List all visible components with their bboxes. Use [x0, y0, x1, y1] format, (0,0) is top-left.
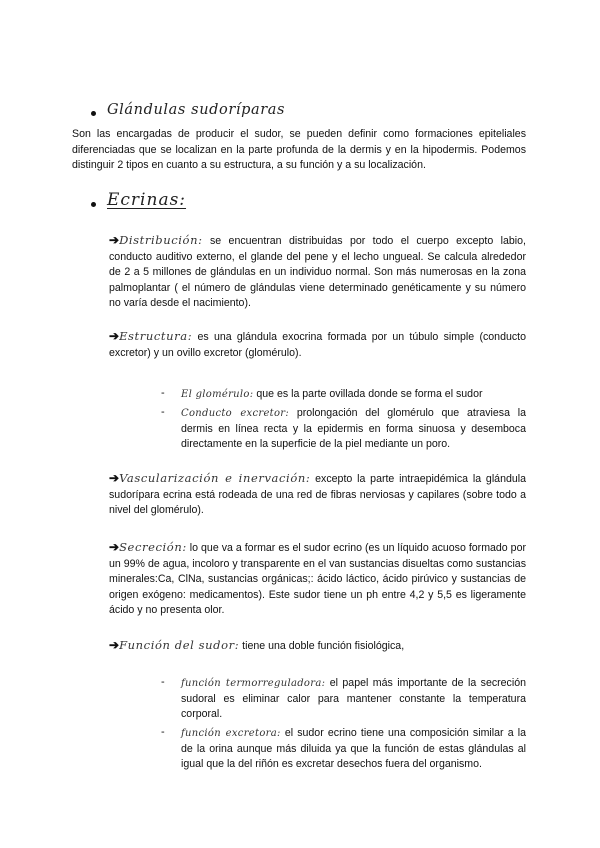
list-item-termorreguladora	[181, 676, 526, 723]
bullet-dot	[91, 111, 96, 116]
section-heading-ecrinas: Ecrinas:	[107, 190, 187, 210]
distribucion-paragraph	[109, 233, 526, 312]
termorreguladora-label: función termorreguladora:	[181, 678, 326, 689]
secrecion-paragraph	[109, 540, 526, 619]
section-heading-glandulas: Glándulas sudoríparas	[107, 102, 286, 118]
arrow-icon: ➔	[109, 233, 120, 247]
termorreguladora-text: el papel más importante de la secreción sudoral es eliminar calor para mantener constante la temperatura corporal.	[181, 677, 526, 721]
vascularizacion-text: excepto la parte intraepidémica la glándula sudorípara ecrina está rodeada de una red de fibras nerviosas y capilares (sobre todo a nivel del glomérulo).	[109, 473, 526, 517]
bullet-dot	[91, 202, 96, 207]
secrecion-text: lo que va a formar es el sudor ecrino (es un líquido acuoso formado por un 99% de agua, incoloro y transparente en el van sustancias disueltas como sustancias minerales:Ca, ClNa, sustancias orgánicas;: ácido láctico, ácido pirúvico y sustancias de origen exógeno: medicamentos). Este sudor tiene un ph entre 4,2 y 5,5 es ligeramente ácido y no presenta olor.	[109, 542, 526, 617]
estructura-text: es una glándula exocrina formada por un túbulo simple (conducto excretor) y un ovillo excretor (glomérulo).	[109, 331, 526, 359]
distribucion-text: se encuentran distribuidas por todo el cuerpo excepto labio, conducto auditivo externo, el glande del pene y el lecho ungueal. Se calcula alrededor de 2 a 5 millones de glándulas en un individuo normal. Son más numerosas en la zona palmoplantar ( el número de glándulas viene determinado genéticamente y su número no varía desde el nacimiento).	[109, 235, 526, 310]
arrow-icon: ➔	[109, 471, 120, 485]
funcion-paragraph	[109, 638, 526, 655]
vascularizacion-label: Vascularización e inervación:	[119, 471, 311, 485]
list-dash: -	[161, 726, 165, 738]
arrow-icon: ➔	[109, 540, 120, 554]
list-dash: -	[161, 676, 165, 688]
excretora-label: función excretora:	[181, 728, 281, 739]
secrecion-label: Secreción:	[119, 540, 187, 554]
glomerulo-label: El glomérulo:	[181, 389, 254, 400]
arrow-icon: ➔	[109, 329, 120, 343]
excretora-text: el sudor ecrino tiene una composición similar a la de la orina aunque más diluida ya que la función de estas glándulas al igual que la del riñón es excretar desechos fuera del organismo.	[181, 727, 526, 771]
list-item-conducto	[181, 406, 526, 453]
conducto-text: prolongación del glomérulo que atraviesa la dermis en línea recta y la epidermis en forma sinuosa y desemboca directamente en la superficie de la piel mediante un poro.	[181, 407, 526, 451]
list-dash: -	[161, 406, 165, 418]
list-item-excretora	[181, 726, 526, 773]
intro-paragraph: Son las encargadas de producir el sudor, se pueden definir como formaciones epiteliales diferenciadas que se localizan en la parte profunda de la dermis y en la hipodermis. Podemos distinguir 2 tipos en cuanto a su estructura, a su función y a su localización.	[72, 128, 526, 172]
distribucion-label: Distribución:	[119, 233, 203, 247]
conducto-label: Conducto excretor:	[181, 408, 290, 419]
list-item-glomerulo	[181, 387, 526, 403]
arrow-icon: ➔	[109, 638, 120, 652]
estructura-paragraph	[109, 329, 526, 361]
estructura-label: Estructura:	[119, 329, 193, 343]
list-dash: -	[161, 387, 165, 399]
glomerulo-text: que es la parte ovillada donde se forma el sudor	[253, 388, 483, 400]
funcion-text: tiene una doble función fisiológica,	[239, 640, 405, 652]
vascularizacion-paragraph	[109, 471, 526, 519]
funcion-label: Función del sudor:	[119, 638, 240, 652]
